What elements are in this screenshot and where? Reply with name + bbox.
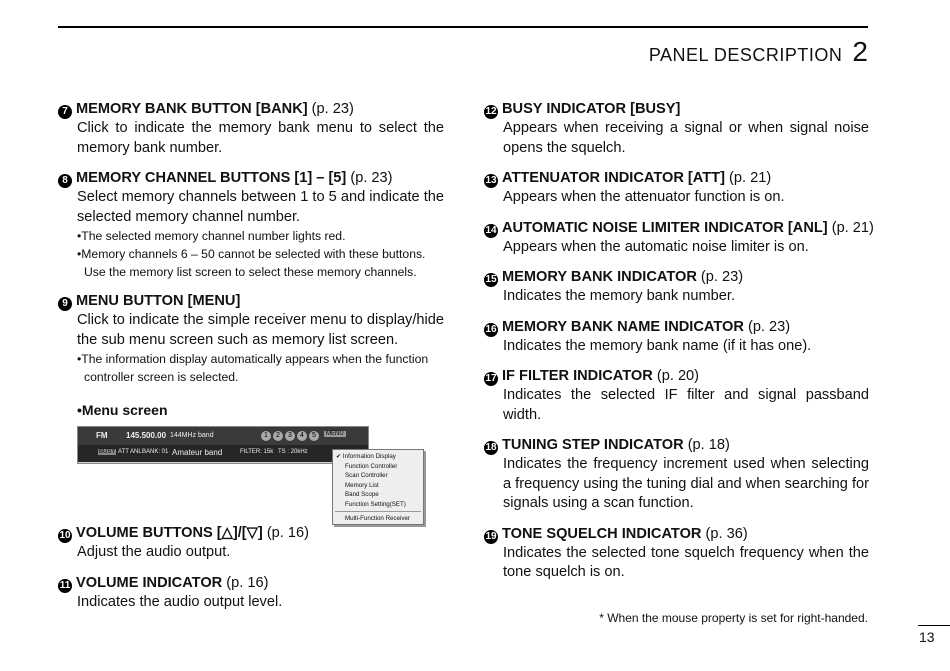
memory-button-1[interactable]: 1 [261,431,271,441]
item-number: 19 [485,530,497,542]
item-title: ATTENUATOR INDICATOR [ATT] [502,170,725,186]
item-title: MEMORY BANK INDICATOR [502,269,697,285]
memory-button-3[interactable]: 3 [285,431,295,441]
left-column [58,100,444,623]
page-ref: (p. 23) [700,269,744,285]
menu-item-multi-function-receiver[interactable]: Multi-Function Receiver [345,515,410,522]
page-ref: (p. 20) [656,368,700,384]
page-ref: (p. 21) [831,219,874,236]
page-ref: (p. 23) [747,318,791,335]
menu-item-information-display[interactable]: ✔ Information Display [336,453,396,460]
item-title: IF FILTER INDICATOR [502,368,653,384]
item-body: Click to indicate the memory bank menu to select the memory bank number. [77,120,444,156]
item-memory-bank-button [58,100,444,158]
item-title: AUTOMATIC NOISE LIMITER INDICATOR [ANL] [502,219,828,236]
item-anl-indicator [484,219,874,258]
item-body: Indicates the selected IF filter and signal passband width. [503,387,869,423]
item-volume-buttons [58,524,444,563]
item-busy-indicator [484,100,869,158]
item-body: Indicates the memory bank name (if it has one). [503,337,812,354]
receiver-display-top [78,427,368,445]
item-volume-indicator [58,574,444,613]
menu-item-memory-list[interactable]: Memory List [345,481,379,489]
item-title: TONE SQUELCH INDICATOR [502,525,702,542]
menu-item-function-setting[interactable]: Function Setting(SET) [345,500,406,508]
item-if-filter-indicator [484,367,869,425]
item-memory-bank-indicator [484,268,869,307]
item-number: 17 [485,373,497,384]
item-title: MEMORY BANK BUTTON [BANK] [76,101,308,117]
item-number: 14 [485,224,497,236]
item-menu-button [58,292,444,386]
busy-indicator: BUSY [99,449,116,455]
menu-screen-figure [77,426,410,522]
band-readout: 144MHz band [170,432,214,439]
filter-indicator: FILTER: 15k [240,449,274,455]
menu-button[interactable]: MENU [326,431,344,437]
item-number: 7 [58,105,72,119]
item-number: 15 [485,274,497,285]
item-number: 9 [58,297,72,311]
item-number: 12 [485,106,497,117]
att-indicator: ATT [118,449,129,455]
frequency-readout: 145.500.00 [126,431,167,440]
item-body: Appears when the automatic noise limiter is on. [503,238,809,255]
item-attenuator-indicator [484,169,869,208]
item-body: Indicates the audio output level. [77,593,283,610]
bullet-note: •Memory channels 6 – 50 cannot be selected with these buttons. Use the memory list screen to select these memory channels. [77,247,426,279]
menu-item-band-scope[interactable]: Band Scope [345,491,379,498]
anl-indicator: ANL [130,449,142,455]
item-body: Appears when the attenuator function is on. [503,189,785,205]
item-body: Select memory channels between 1 to 5 and indicate the selected memory channel number. [77,189,444,225]
right-column [484,100,874,594]
item-title: MEMORY CHANNEL BUTTONS [1] – [5] [76,170,347,186]
bank-indicator: BANK: 01 [142,449,169,455]
item-title: TUNING STEP INDICATOR [502,437,684,453]
context-menu [332,449,424,525]
bank-name-indicator: Amateur band [172,448,223,457]
menu-item-scan-controller[interactable]: Scan Controller [345,472,388,479]
item-body: Indicates the memory bank number. [503,288,735,304]
item-tuning-step-indicator [484,436,869,514]
header-rule [58,26,868,28]
item-body: Appears when receiving a signal or when signal noise opens the squelch. [503,120,869,156]
item-title: VOLUME BUTTONS [△]/[▽] [76,525,263,541]
item-body: Indicates the selected tone squelch frequency when the tone squelch is on. [503,544,869,580]
item-number: 16 [485,323,497,335]
chapter-number: 2 [852,36,868,67]
item-memory-channel-buttons [58,169,444,281]
item-number: 11 [59,579,71,591]
bullet-note: •The information display automatically appears when the function controller screen is selected. [77,352,429,384]
mode-readout: FM [96,431,108,440]
page-ref: (p. 23) [350,170,393,186]
footnote: * When the mouse property is set for right-handed. [599,611,868,625]
item-memory-bank-name-indicator [484,318,869,357]
page-number-rule [918,625,950,626]
menu-separator [335,511,421,512]
section-title: PANEL DESCRIPTION [648,45,843,65]
item-number: 13 [485,175,497,186]
tuning-step-indicator: TS : 20kHz [278,449,308,455]
page-ref: (p. 16) [226,574,269,591]
memory-button-5[interactable]: 5 [309,431,319,441]
page-header [649,36,868,68]
page-ref: (p. 18) [687,437,730,453]
memory-button-4[interactable]: 4 [297,431,307,441]
menu-screen-label: •Menu screen [77,402,168,418]
page-ref: (p. 36) [705,525,748,542]
bullet-note: •The selected memory channel number lights red. [77,229,346,243]
page-number: 13 [919,629,935,645]
item-number: 10 [59,530,71,541]
item-title: MEMORY BANK NAME INDICATOR [502,318,744,335]
item-number: 8 [58,174,72,188]
item-tone-squelch-indicator [484,525,869,583]
page-ref: (p. 23) [311,101,354,117]
memory-button-2[interactable]: 2 [273,431,283,441]
item-body: Click to indicate the simple receiver menu to display/hide the sub menu screen such as memory list screen. [77,312,444,348]
page-ref: (p. 21) [729,170,772,186]
page-ref: (p. 16) [266,525,309,541]
menu-item-function-controller[interactable]: Function Controller [345,462,398,470]
item-body: Indicates the frequency increment used when selecting a frequency using the tuning dial and when searching for signals using a scan function. [503,456,869,511]
item-title: BUSY INDICATOR [BUSY] [502,101,681,117]
receiver-display-bottom [78,445,368,462]
item-title: MENU BUTTON [MENU] [76,293,241,309]
item-body: Adjust the audio output. [77,544,231,560]
item-title: VOLUME INDICATOR [76,574,223,591]
item-number: 18 [485,442,497,453]
